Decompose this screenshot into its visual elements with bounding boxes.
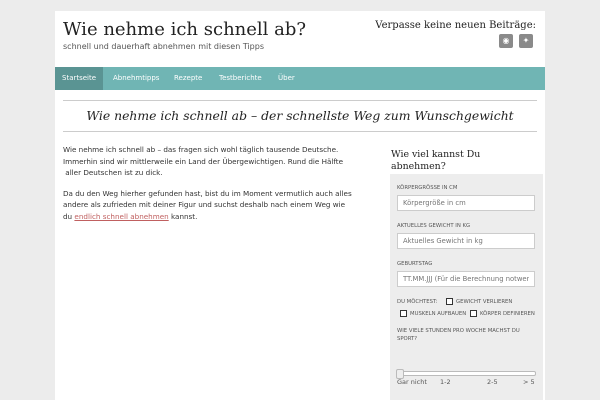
article-paragraph-1	[63, 144, 373, 179]
twitter-icon[interactable]: ✦	[519, 34, 533, 48]
p2-line-2: andere als zufrieden mit deiner Figur und suchst deshalb nach einem Weg wie	[63, 200, 346, 209]
weight-label: AKTUELLES GEWICHT IN KG	[397, 223, 471, 229]
nav-item-rezepte[interactable]: Rezepte	[174, 74, 203, 82]
slider-tick-2: 2-5	[487, 378, 498, 386]
goal-label: DU MÖCHTEST:	[397, 299, 438, 305]
goal-option-muscle: MUSKELN AUFBAUEN	[410, 311, 467, 317]
sport-label-1: WIE VIELE STUNDEN PRO WOCHE MACHST DU	[397, 328, 520, 334]
birthday-input[interactable]	[397, 271, 535, 287]
nav-item-startseite[interactable]: Startseite	[55, 67, 103, 90]
sport-hours-slider[interactable]	[397, 371, 536, 376]
sport-label-2: SPORT?	[397, 336, 418, 342]
goal-option-lose: GEWICHT VERLIEREN	[456, 299, 513, 305]
goal-checkbox-define[interactable]	[470, 310, 477, 317]
height-input[interactable]	[397, 195, 535, 211]
nav-item-testberichte[interactable]: Testberichte	[219, 74, 262, 82]
p2-line-1: Da du den Weg hierher gefunden hast, bist du im Moment vermutlich auch alles	[63, 188, 352, 198]
p1-line-2: Immerhin sind wir mittlerweile ein Land der Übergewichtigen. Rund die Hälfte	[63, 156, 344, 166]
birthday-label: GEBURTSTAG	[397, 261, 433, 267]
article-headline: Wie nehme ich schnell ab – der schnellste Weg zum Wunschgewicht	[86, 108, 514, 123]
sidebar-widget-title: Wie viel kannst Du abnehmen?	[391, 149, 481, 172]
site-tagline: schnell und dauerhaft abnehmen mit diesen Tipps	[63, 42, 265, 51]
goal-option-define: KÖRPER DEFINIEREN	[480, 311, 535, 317]
main-navigation	[55, 67, 545, 90]
goal-checkbox-lose[interactable]	[446, 298, 453, 305]
p1-line-3: aller Deutschen ist zu dick.	[63, 168, 163, 177]
rss-icon[interactable]: ◉	[499, 34, 513, 48]
page-container	[55, 11, 545, 400]
goal-checkbox-muscle[interactable]	[400, 310, 407, 317]
slider-tick-3: > 5	[523, 378, 535, 386]
site-title[interactable]: Wie nehme ich schnell ab?	[63, 19, 307, 40]
p2-suffix: kannst.	[168, 211, 198, 221]
article-content	[63, 144, 373, 231]
nav-item-abnehmtipps[interactable]: Abnehmtipps	[113, 74, 160, 82]
weight-input[interactable]	[397, 233, 535, 249]
height-label: KÖRPERGRÖSSE IN CM	[397, 185, 458, 191]
nav-item-ueber[interactable]: Über	[278, 74, 295, 82]
weight-calculator-form	[390, 174, 543, 400]
slider-tick-1: 1-2	[440, 378, 451, 386]
headline-box	[63, 100, 537, 132]
slider-tick-0: Gar nicht	[397, 378, 427, 386]
article-paragraph-2	[63, 188, 373, 223]
p2-prefix: du	[63, 211, 75, 221]
p1-line-1: Wie nehme ich schnell ab – das fragen sich wohl täglich tausende Deutsche.	[63, 145, 339, 154]
abnehmen-link[interactable]: endlich schnell abnehmen	[74, 211, 169, 221]
subscribe-text: Verpasse keine neuen Beiträge:	[375, 20, 536, 31]
